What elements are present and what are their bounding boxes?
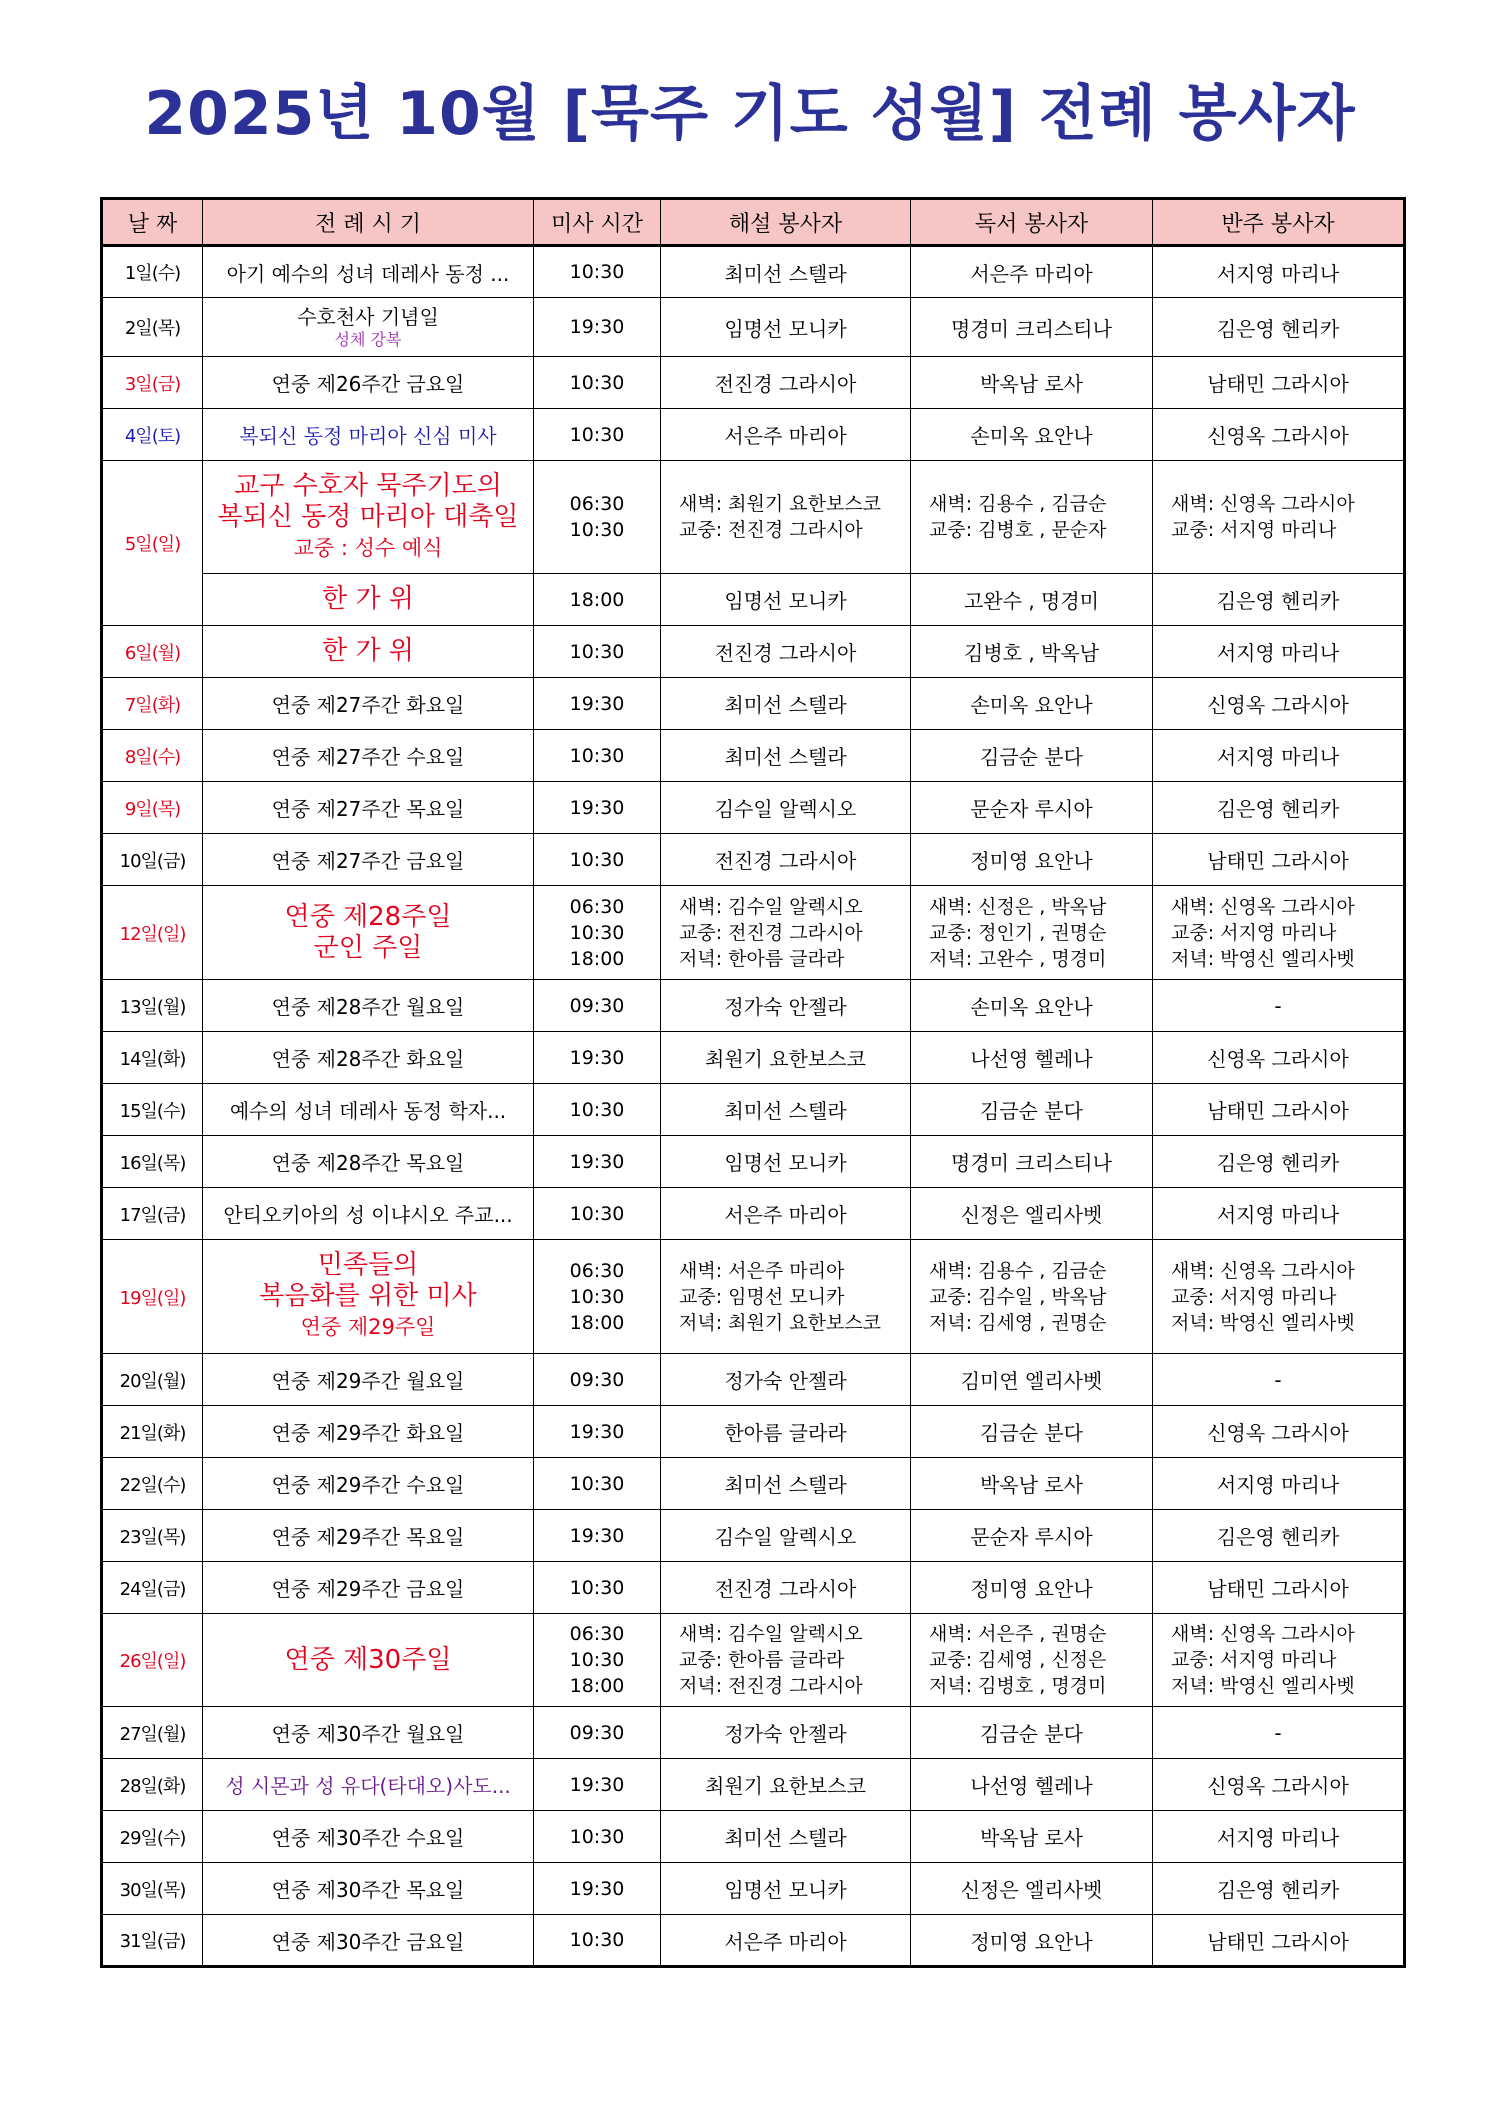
reader-cell: 신정은 엘리사벳 xyxy=(911,1188,1153,1240)
commentator-cell: 정가숙 안젤라 xyxy=(661,1354,911,1406)
date-cell: 14일(화) xyxy=(102,1032,203,1084)
reader-cell xyxy=(911,1614,1153,1707)
table-row xyxy=(102,834,1405,886)
header-commentator: 해설 봉사자 xyxy=(661,199,911,246)
date-cell: 15일(수) xyxy=(102,1084,203,1136)
header-reader: 독서 봉사자 xyxy=(911,199,1153,246)
commentator-line: 교중: 전진경 그라시아 xyxy=(679,519,863,541)
liturgy-cell: 아기 예수의 성녀 데레사 동정 ... xyxy=(203,246,534,298)
reader-line: 저녁: 고완수 , 명경미 xyxy=(929,947,1107,970)
accompanist-cell: 신영옥 그라시아 xyxy=(1153,1759,1405,1811)
liturgy-cell xyxy=(203,886,534,980)
table-row xyxy=(102,1458,1405,1510)
liturgy-line: 교구 수호자 묵주기도의 xyxy=(234,470,502,501)
reader-cell: 문순자 루시아 xyxy=(911,782,1153,834)
table-row xyxy=(102,1032,1405,1084)
accompanist-cell: 김은영 헨리카 xyxy=(1153,1863,1405,1915)
time-line: 06:30 xyxy=(569,493,625,515)
commentator-cell: 최미선 스텔라 xyxy=(661,1084,911,1136)
liturgy-cell: 연중 제27주간 화요일 xyxy=(203,678,534,730)
header-date: 날 짜 xyxy=(102,199,203,246)
reader-line: 교중: 정인기 , 권명순 xyxy=(929,921,1107,944)
liturgy-cell: 복되신 동정 마리아 신심 미사 xyxy=(203,409,534,461)
commentator-cell xyxy=(661,886,911,980)
accompanist-cell: 김은영 헨리카 xyxy=(1153,1136,1405,1188)
table-row xyxy=(102,1136,1405,1188)
time-cell: 19:30 xyxy=(534,1406,661,1458)
reader-cell: 김금순 분다 xyxy=(911,1406,1153,1458)
liturgy-cell: 예수의 성녀 데레사 동정 학자... xyxy=(203,1084,534,1136)
table-row xyxy=(102,357,1405,409)
reader-cell: 신정은 엘리사벳 xyxy=(911,1863,1153,1915)
date-cell: 5일(일) xyxy=(102,461,203,626)
date-cell: 19일(일) xyxy=(102,1240,203,1354)
time-line: 06:30 xyxy=(569,1623,625,1645)
accompanist-cell: 신영옥 그라시아 xyxy=(1153,409,1405,461)
liturgy-cell: 연중 제28주간 월요일 xyxy=(203,980,534,1032)
header-accompanist: 반주 봉사자 xyxy=(1153,199,1405,246)
table-row xyxy=(102,626,1405,678)
liturgy-line: 교중 : 성수 예식 xyxy=(293,535,443,560)
time-line: 06:30 xyxy=(569,1259,625,1282)
commentator-line: 저녁: 최원기 요한보스코 xyxy=(679,1311,882,1334)
date-cell: 12일(일) xyxy=(102,886,203,980)
reader-cell: 고완수 , 명경미 xyxy=(911,574,1153,626)
commentator-cell: 서은주 마리아 xyxy=(661,1188,911,1240)
reader-cell: 박옥남 로사 xyxy=(911,1458,1153,1510)
commentator-cell: 전진경 그라시아 xyxy=(661,357,911,409)
liturgy-cell: 연중 제30주간 목요일 xyxy=(203,1863,534,1915)
commentator-cell xyxy=(661,1240,911,1354)
date-cell: 23일(목) xyxy=(102,1510,203,1562)
time-cell xyxy=(534,461,661,574)
reader-cell: 정미영 요안나 xyxy=(911,1915,1153,1967)
date-cell: 16일(목) xyxy=(102,1136,203,1188)
accompanist-cell: 남태민 그라시아 xyxy=(1153,1915,1405,1967)
table-row xyxy=(102,246,1405,298)
schedule-table xyxy=(100,197,1406,1968)
commentator-line: 새벽: 서은주 마리아 xyxy=(679,1259,845,1282)
commentator-cell: 임명선 모니카 xyxy=(661,298,911,357)
table-row xyxy=(102,980,1405,1032)
accompanist-cell: 신영옥 그라시아 xyxy=(1153,678,1405,730)
date-cell: 30일(목) xyxy=(102,1863,203,1915)
liturgy-cell: 연중 제29주간 화요일 xyxy=(203,1406,534,1458)
reader-line: 새벽: 김용수 , 김금순 xyxy=(929,493,1107,515)
table-row xyxy=(102,298,1405,357)
commentator-cell: 최미선 스텔라 xyxy=(661,678,911,730)
time-cell: 10:30 xyxy=(534,1811,661,1863)
commentator-cell: 전진경 그라시아 xyxy=(661,834,911,886)
commentator-cell: 정가숙 안젤라 xyxy=(661,980,911,1032)
commentator-line: 교중: 한아름 글라라 xyxy=(679,1649,845,1671)
reader-cell: 김병호 , 박옥남 xyxy=(911,626,1153,678)
table-row xyxy=(102,461,1405,574)
commentator-line: 교중: 임명선 모니카 xyxy=(679,1285,845,1308)
commentator-cell: 서은주 마리아 xyxy=(661,409,911,461)
reader-cell: 정미영 요안나 xyxy=(911,834,1153,886)
date-cell: 10일(금) xyxy=(102,834,203,886)
table-row xyxy=(102,574,1405,626)
time-line: 18:00 xyxy=(569,1311,625,1334)
table-row xyxy=(102,1863,1405,1915)
time-cell: 10:30 xyxy=(534,357,661,409)
accompanist-cell: 남태민 그라시아 xyxy=(1153,834,1405,886)
commentator-line: 새벽: 김수일 알렉시오 xyxy=(679,1623,863,1645)
table-row xyxy=(102,1354,1405,1406)
liturgy-line: 복되신 동정 마리아 대축일 xyxy=(217,501,519,532)
commentator-cell: 전진경 그라시아 xyxy=(661,1562,911,1614)
liturgy-cell: 연중 제29주간 월요일 xyxy=(203,1354,534,1406)
reader-cell: 나선영 헬레나 xyxy=(911,1032,1153,1084)
time-cell: 10:30 xyxy=(534,246,661,298)
commentator-cell: 최미선 스텔라 xyxy=(661,730,911,782)
liturgy-line: 연중 제28주일 xyxy=(284,901,452,932)
table-row xyxy=(102,1188,1405,1240)
reader-cell: 명경미 크리스티나 xyxy=(911,298,1153,357)
liturgy-cell: 연중 제27주간 금요일 xyxy=(203,834,534,886)
time-cell: 19:30 xyxy=(534,1863,661,1915)
accompanist-cell xyxy=(1153,1240,1405,1354)
commentator-line: 새벽: 김수일 알렉시오 xyxy=(679,895,863,918)
date-cell: 13일(월) xyxy=(102,980,203,1032)
commentator-cell: 전진경 그라시아 xyxy=(661,626,911,678)
commentator-line: 저녁: 한아름 글라라 xyxy=(679,947,845,970)
time-cell: 19:30 xyxy=(534,678,661,730)
accompanist-cell xyxy=(1153,461,1405,574)
time-cell: 10:30 xyxy=(534,409,661,461)
reader-cell: 김금순 분다 xyxy=(911,730,1153,782)
commentator-cell: 서은주 마리아 xyxy=(661,1915,911,1967)
time-cell: 18:00 xyxy=(534,574,661,626)
commentator-cell: 정가숙 안젤라 xyxy=(661,1707,911,1759)
reader-cell: 김미연 엘리사벳 xyxy=(911,1354,1153,1406)
commentator-line: 교중: 전진경 그라시아 xyxy=(679,921,863,944)
table-row xyxy=(102,409,1405,461)
accompanist-cell: - xyxy=(1153,980,1405,1032)
time-line: 06:30 xyxy=(569,895,625,918)
time-cell: 09:30 xyxy=(534,980,661,1032)
accompanist-cell: 김은영 헨리카 xyxy=(1153,782,1405,834)
table-row xyxy=(102,1240,1405,1354)
time-line: 10:30 xyxy=(569,1285,625,1308)
reader-cell: 손미옥 요안나 xyxy=(911,980,1153,1032)
time-line: 10:30 xyxy=(569,921,625,944)
time-cell: 10:30 xyxy=(534,834,661,886)
date-cell: 7일(화) xyxy=(102,678,203,730)
date-cell: 3일(금) xyxy=(102,357,203,409)
liturgy-line: 복음화를 위한 미사 xyxy=(259,1281,477,1311)
time-cell xyxy=(534,886,661,980)
liturgy-cell xyxy=(203,298,534,357)
date-cell: 22일(수) xyxy=(102,1458,203,1510)
header-time: 미사 시간 xyxy=(534,199,661,246)
commentator-cell: 최미선 스텔라 xyxy=(661,246,911,298)
table-row xyxy=(102,1707,1405,1759)
accompanist-cell: 서지영 마리나 xyxy=(1153,1811,1405,1863)
time-cell: 10:30 xyxy=(534,626,661,678)
reader-line: 새벽: 서은주 , 권명순 xyxy=(929,1623,1107,1645)
table-row xyxy=(102,730,1405,782)
accompanist-cell: 신영옥 그라시아 xyxy=(1153,1406,1405,1458)
liturgy-cell: 연중 제28주간 목요일 xyxy=(203,1136,534,1188)
header-liturgy: 전 례 시 기 xyxy=(203,199,534,246)
date-cell: 8일(수) xyxy=(102,730,203,782)
time-cell: 09:30 xyxy=(534,1354,661,1406)
accompanist-line: 새벽: 신영옥 그라시아 xyxy=(1171,1623,1355,1645)
liturgy-cell: 한 가 위 xyxy=(203,626,534,678)
commentator-cell: 임명선 모니카 xyxy=(661,1863,911,1915)
reader-line: 교중: 김세영 , 신정은 xyxy=(929,1649,1107,1671)
header-row xyxy=(102,199,1405,246)
liturgy-cell xyxy=(203,1240,534,1354)
reader-line: 새벽: 김용수 , 김금순 xyxy=(929,1259,1107,1282)
accompanist-cell: 신영옥 그라시아 xyxy=(1153,1032,1405,1084)
time-cell: 10:30 xyxy=(534,1458,661,1510)
accompanist-line: 새벽: 신영옥 그라시아 xyxy=(1171,493,1355,515)
commentator-cell: 김수일 알렉시오 xyxy=(661,782,911,834)
date-cell: 31일(금) xyxy=(102,1915,203,1967)
accompanist-cell: 김은영 헨리카 xyxy=(1153,1510,1405,1562)
time-cell xyxy=(534,1240,661,1354)
time-cell: 10:30 xyxy=(534,730,661,782)
liturgy-cell: 연중 제26주간 금요일 xyxy=(203,357,534,409)
accompanist-cell: 서지영 마리나 xyxy=(1153,1458,1405,1510)
liturgy-cell: 안티오키아의 성 이냐시오 주교... xyxy=(203,1188,534,1240)
time-cell: 19:30 xyxy=(534,1032,661,1084)
accompanist-line: 새벽: 신영옥 그라시아 xyxy=(1171,1259,1355,1282)
reader-cell: 서은주 마리아 xyxy=(911,246,1153,298)
liturgy-cell: 연중 제29주간 금요일 xyxy=(203,1562,534,1614)
table-row xyxy=(102,678,1405,730)
liturgy-line: 연중 제29주일 xyxy=(300,1315,436,1339)
reader-line: 새벽: 신정은 , 박옥남 xyxy=(929,895,1107,918)
commentator-cell: 임명선 모니카 xyxy=(661,1136,911,1188)
reader-cell xyxy=(911,886,1153,980)
accompanist-cell: 남태민 그라시아 xyxy=(1153,357,1405,409)
time-cell: 10:30 xyxy=(534,1188,661,1240)
liturgy-cell xyxy=(203,461,534,574)
time-cell: 19:30 xyxy=(534,1136,661,1188)
table-row xyxy=(102,1406,1405,1458)
date-cell: 9일(목) xyxy=(102,782,203,834)
accompanist-line: 저녁: 박영신 엘리사벳 xyxy=(1171,1675,1355,1697)
table-row xyxy=(102,1510,1405,1562)
reader-line: 저녁: 김세영 , 권명순 xyxy=(929,1311,1107,1334)
accompanist-cell: 김은영 헨리카 xyxy=(1153,574,1405,626)
liturgy-cell: 연중 제27주간 수요일 xyxy=(203,730,534,782)
accompanist-cell: 서지영 마리나 xyxy=(1153,1188,1405,1240)
accompanist-cell: 남태민 그라시아 xyxy=(1153,1562,1405,1614)
date-cell: 27일(월) xyxy=(102,1707,203,1759)
date-cell: 29일(수) xyxy=(102,1811,203,1863)
liturgy-cell: 연중 제29주간 수요일 xyxy=(203,1458,534,1510)
date-cell: 2일(목) xyxy=(102,298,203,357)
date-cell: 26일(일) xyxy=(102,1614,203,1707)
accompanist-cell: 남태민 그라시아 xyxy=(1153,1084,1405,1136)
date-cell: 1일(수) xyxy=(102,246,203,298)
reader-cell: 정미영 요안나 xyxy=(911,1562,1153,1614)
time-cell: 19:30 xyxy=(534,782,661,834)
reader-line: 교중: 김병호 , 문순자 xyxy=(929,519,1107,541)
date-cell: 20일(월) xyxy=(102,1354,203,1406)
table-row xyxy=(102,1614,1405,1707)
date-cell: 4일(토) xyxy=(102,409,203,461)
accompanist-cell: - xyxy=(1153,1354,1405,1406)
table-row xyxy=(102,1084,1405,1136)
table-row xyxy=(102,782,1405,834)
accompanist-cell: 서지영 마리나 xyxy=(1153,246,1405,298)
table-row xyxy=(102,1811,1405,1863)
accompanist-cell: 김은영 헨리카 xyxy=(1153,298,1405,357)
accompanist-line: 교중: 서지영 마리나 xyxy=(1171,1649,1337,1671)
reader-cell: 명경미 크리스티나 xyxy=(911,1136,1153,1188)
reader-line: 저녁: 김병호 , 명경미 xyxy=(929,1675,1107,1697)
time-line: 10:30 xyxy=(569,1649,625,1671)
commentator-cell: 최미선 스텔라 xyxy=(661,1458,911,1510)
time-line: 10:30 xyxy=(569,519,625,541)
liturgy-note: 성체 강복 xyxy=(334,330,402,349)
accompanist-cell: - xyxy=(1153,1707,1405,1759)
reader-cell: 김금순 분다 xyxy=(911,1084,1153,1136)
accompanist-line: 저녁: 박영신 엘리사벳 xyxy=(1171,1311,1355,1334)
reader-cell xyxy=(911,1240,1153,1354)
liturgy-cell: 연중 제28주간 화요일 xyxy=(203,1032,534,1084)
time-cell: 10:30 xyxy=(534,1915,661,1967)
table-row xyxy=(102,886,1405,980)
table-row xyxy=(102,1562,1405,1614)
accompanist-line: 저녁: 박영신 엘리사벳 xyxy=(1171,947,1355,970)
liturgy-cell: 연중 제30주간 월요일 xyxy=(203,1707,534,1759)
time-line: 18:00 xyxy=(569,947,625,970)
reader-cell: 박옥남 로사 xyxy=(911,357,1153,409)
table-row xyxy=(102,1915,1405,1967)
reader-cell: 문순자 루시아 xyxy=(911,1510,1153,1562)
reader-cell xyxy=(911,461,1153,574)
liturgy-line: 민족들의 xyxy=(317,1250,419,1280)
liturgy-cell: 연중 제30주일 xyxy=(203,1614,534,1707)
accompanist-line: 교중: 서지영 마리나 xyxy=(1171,921,1337,944)
date-cell: 21일(화) xyxy=(102,1406,203,1458)
reader-cell: 나선영 헬레나 xyxy=(911,1759,1153,1811)
accompanist-line: 교중: 서지영 마리나 xyxy=(1171,1285,1337,1308)
liturgy-title: 수호천사 기념일 xyxy=(297,305,439,329)
liturgy-cell: 연중 제29주간 목요일 xyxy=(203,1510,534,1562)
commentator-cell xyxy=(661,1614,911,1707)
commentator-cell: 최미선 스텔라 xyxy=(661,1811,911,1863)
time-cell: 19:30 xyxy=(534,1759,661,1811)
liturgy-line: 군인 주일 xyxy=(313,932,423,963)
liturgy-cell: 한 가 위 xyxy=(203,574,534,626)
commentator-cell: 한아름 글라라 xyxy=(661,1406,911,1458)
reader-line: 교중: 김수일 , 박옥남 xyxy=(929,1285,1107,1308)
time-line: 18:00 xyxy=(569,1675,625,1697)
date-cell: 17일(금) xyxy=(102,1188,203,1240)
accompanist-cell: 서지영 마리나 xyxy=(1153,626,1405,678)
reader-cell: 손미옥 요안나 xyxy=(911,678,1153,730)
commentator-cell: 임명선 모니카 xyxy=(661,574,911,626)
liturgy-cell: 연중 제27주간 목요일 xyxy=(203,782,534,834)
accompanist-cell xyxy=(1153,1614,1405,1707)
accompanist-cell xyxy=(1153,886,1405,980)
date-cell: 28일(화) xyxy=(102,1759,203,1811)
time-cell: 10:30 xyxy=(534,1084,661,1136)
liturgy-cell: 연중 제30주간 금요일 xyxy=(203,1915,534,1967)
accompanist-cell: 서지영 마리나 xyxy=(1153,730,1405,782)
reader-cell: 김금순 분다 xyxy=(911,1707,1153,1759)
time-cell: 09:30 xyxy=(534,1707,661,1759)
reader-cell: 박옥남 로사 xyxy=(911,1811,1153,1863)
commentator-line: 새벽: 최원기 요한보스코 xyxy=(679,493,882,515)
page-title: 2025년 10월 [묵주 기도 성월] 전례 봉사자 xyxy=(144,79,1356,149)
time-cell: 19:30 xyxy=(534,1510,661,1562)
reader-cell: 손미옥 요안나 xyxy=(911,409,1153,461)
table-row xyxy=(102,1759,1405,1811)
date-cell: 6일(월) xyxy=(102,626,203,678)
commentator-cell: 김수일 알렉시오 xyxy=(661,1510,911,1562)
commentator-line: 저녁: 전진경 그라시아 xyxy=(679,1675,863,1697)
liturgy-cell: 연중 제30주간 수요일 xyxy=(203,1811,534,1863)
accompanist-line: 교중: 서지영 마리나 xyxy=(1171,519,1337,541)
time-cell: 10:30 xyxy=(534,1562,661,1614)
time-cell: 19:30 xyxy=(534,298,661,357)
liturgy-cell: 성 시몬과 성 유다(타대오)사도... xyxy=(203,1759,534,1811)
commentator-cell xyxy=(661,461,911,574)
commentator-cell: 최원기 요한보스코 xyxy=(661,1032,911,1084)
date-cell: 24일(금) xyxy=(102,1562,203,1614)
accompanist-line: 새벽: 신영옥 그라시아 xyxy=(1171,895,1355,918)
time-cell xyxy=(534,1614,661,1707)
commentator-cell: 최원기 요한보스코 xyxy=(661,1759,911,1811)
